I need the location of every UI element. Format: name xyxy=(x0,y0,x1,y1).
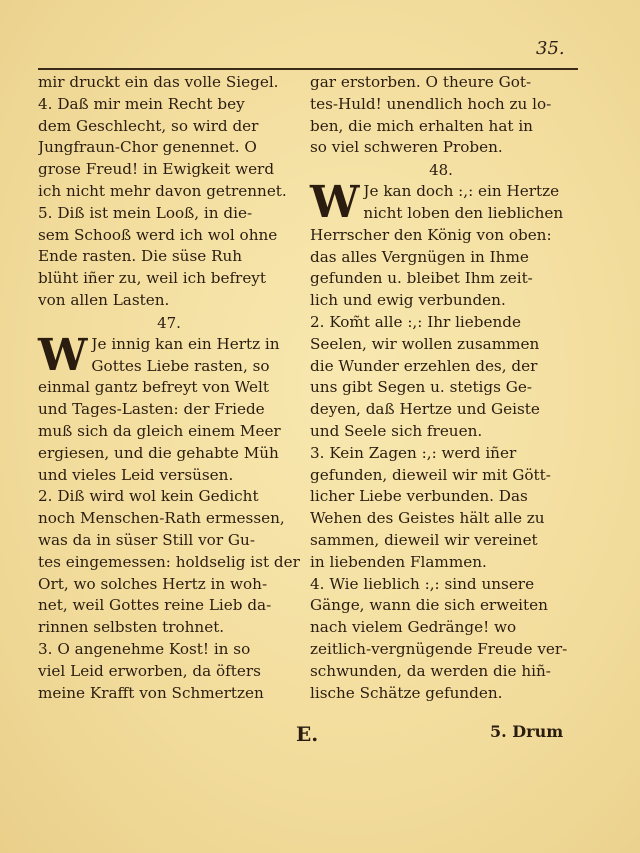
text-line: was da in süser Still vor Gu- xyxy=(38,530,255,549)
text-line: deyen, daß Hertze und Geiste xyxy=(310,400,540,419)
text-line: lich und ewig verbunden. xyxy=(310,291,506,310)
hymn-opening xyxy=(38,329,300,381)
header-rule xyxy=(38,68,578,70)
text-line: mir druckt ein das volle Siegel. xyxy=(38,73,279,91)
text-line: dem Geschlecht, so wird der xyxy=(38,116,259,135)
text-line: gefunden u. bleibet Ihm zeit- xyxy=(310,269,533,288)
text-line: licher Liebe verbunden. Das xyxy=(310,487,528,506)
text-line: Je innig kan ein Hertz in xyxy=(91,334,280,353)
hymn-opening xyxy=(310,177,572,229)
text-line: 2. Kom̃t alle :,: Ihr liebende xyxy=(310,312,521,331)
text-line: ben, die mich erhalten hat in xyxy=(310,116,533,135)
right-column xyxy=(310,72,572,704)
text-line: einmal gantz befreyt von Welt xyxy=(38,378,270,397)
text-line: Seelen, wir wollen zusammen xyxy=(310,334,540,353)
text-line: viel Leid erworben, da öfters xyxy=(38,661,261,680)
text-line: Wehen des Geistes hält alle zu xyxy=(310,509,545,528)
text-line: net, weil Gottes reine Lieb da- xyxy=(38,596,272,615)
signature-mark: E. xyxy=(296,722,319,746)
drop-capital: W xyxy=(38,329,88,381)
text-line: 4. Wie lieblich :,: sind unsere xyxy=(310,574,535,593)
text-line: muß sich da gleich einem Meer xyxy=(38,421,281,440)
text-line: gar erstorben. O theure Got- xyxy=(310,73,532,91)
text-line: noch Menschen-Rath ermessen, xyxy=(38,509,285,528)
text-line: Jungfraun-Chor genennet. O xyxy=(38,138,257,157)
left-column xyxy=(38,72,300,704)
text-line: Je kan doch :,: ein Hertze xyxy=(363,182,560,201)
text-line: lische Schätze gefunden. xyxy=(310,683,503,702)
text-line: sammen, dieweil wir vereinet xyxy=(310,530,538,549)
text-line: gefunden, dieweil wir mit Gött- xyxy=(310,465,551,484)
text-line: tes eingemessen: holdselig ist der xyxy=(38,552,300,571)
text-line: und Tages-Lasten: der Friede xyxy=(38,400,265,419)
catchword: 5. Drum xyxy=(490,722,564,741)
text-line: das alles Vergnügen in Ihme xyxy=(310,247,529,266)
hymn-number: 48. xyxy=(429,161,453,180)
page-number: 35. xyxy=(536,38,565,59)
text-line: blüht iñer zu, weil ich befreyt xyxy=(38,269,266,288)
text-line: 3. Kein Zagen :,: werd iñer xyxy=(310,443,517,462)
text-line: schwunden, da werden die hiñ- xyxy=(310,661,551,680)
drop-capital: W xyxy=(310,177,360,229)
text-line: und Seele sich freuen. xyxy=(310,421,483,440)
text-line: von allen Lasten. xyxy=(38,290,170,309)
hymn-number: 47. xyxy=(157,313,181,332)
text-line: sem Schooß werd ich wol ohne xyxy=(38,225,278,244)
text-line: grose Freud! in Ewigkeit werd xyxy=(38,160,275,179)
text-line: Herrscher den König von oben: xyxy=(310,225,552,244)
text-line: Ort, wo solches Hertz in woh- xyxy=(38,574,268,593)
text-line: Ende rasten. Die süse Ruh xyxy=(38,247,243,266)
text-line: 2. Diß wird wol kein Gedicht xyxy=(38,487,259,506)
text-line: zeitlich-vergnügende Freude ver- xyxy=(310,639,568,658)
text-line: uns gibt Segen u. stetigs Ge- xyxy=(310,378,533,397)
text-line: 4. Daß mir mein Recht bey xyxy=(38,94,245,113)
text-line: meine Krafft von Schmertzen xyxy=(38,683,264,702)
text-line: rinnen selbsten trohnet. xyxy=(38,618,225,637)
text-line: ich nicht mehr davon getrennet. xyxy=(38,181,287,200)
text-line: nicht loben den lieblichen xyxy=(363,203,564,222)
text-line: Gänge, wann die sich erweiten xyxy=(310,596,548,615)
text-line: 3. O angenehme Kost! in so xyxy=(38,639,251,658)
text-line: die Wunder erzehlen des, der xyxy=(310,356,538,375)
text-line: in liebenden Flammen. xyxy=(310,552,487,571)
text-line: so viel schweren Proben. xyxy=(310,138,503,157)
text-line: und vieles Leid versüsen. xyxy=(38,465,234,484)
text-line: nach vielem Gedränge! wo xyxy=(310,618,517,637)
text-line: 5. Diß ist mein Looß, in die- xyxy=(38,203,253,222)
text-line: ergiesen, und die gehabte Müh xyxy=(38,443,279,462)
text-line: tes-Huld! unendlich hoch zu lo- xyxy=(310,94,552,113)
text-line: Gottes Liebe rasten, so xyxy=(91,356,270,375)
